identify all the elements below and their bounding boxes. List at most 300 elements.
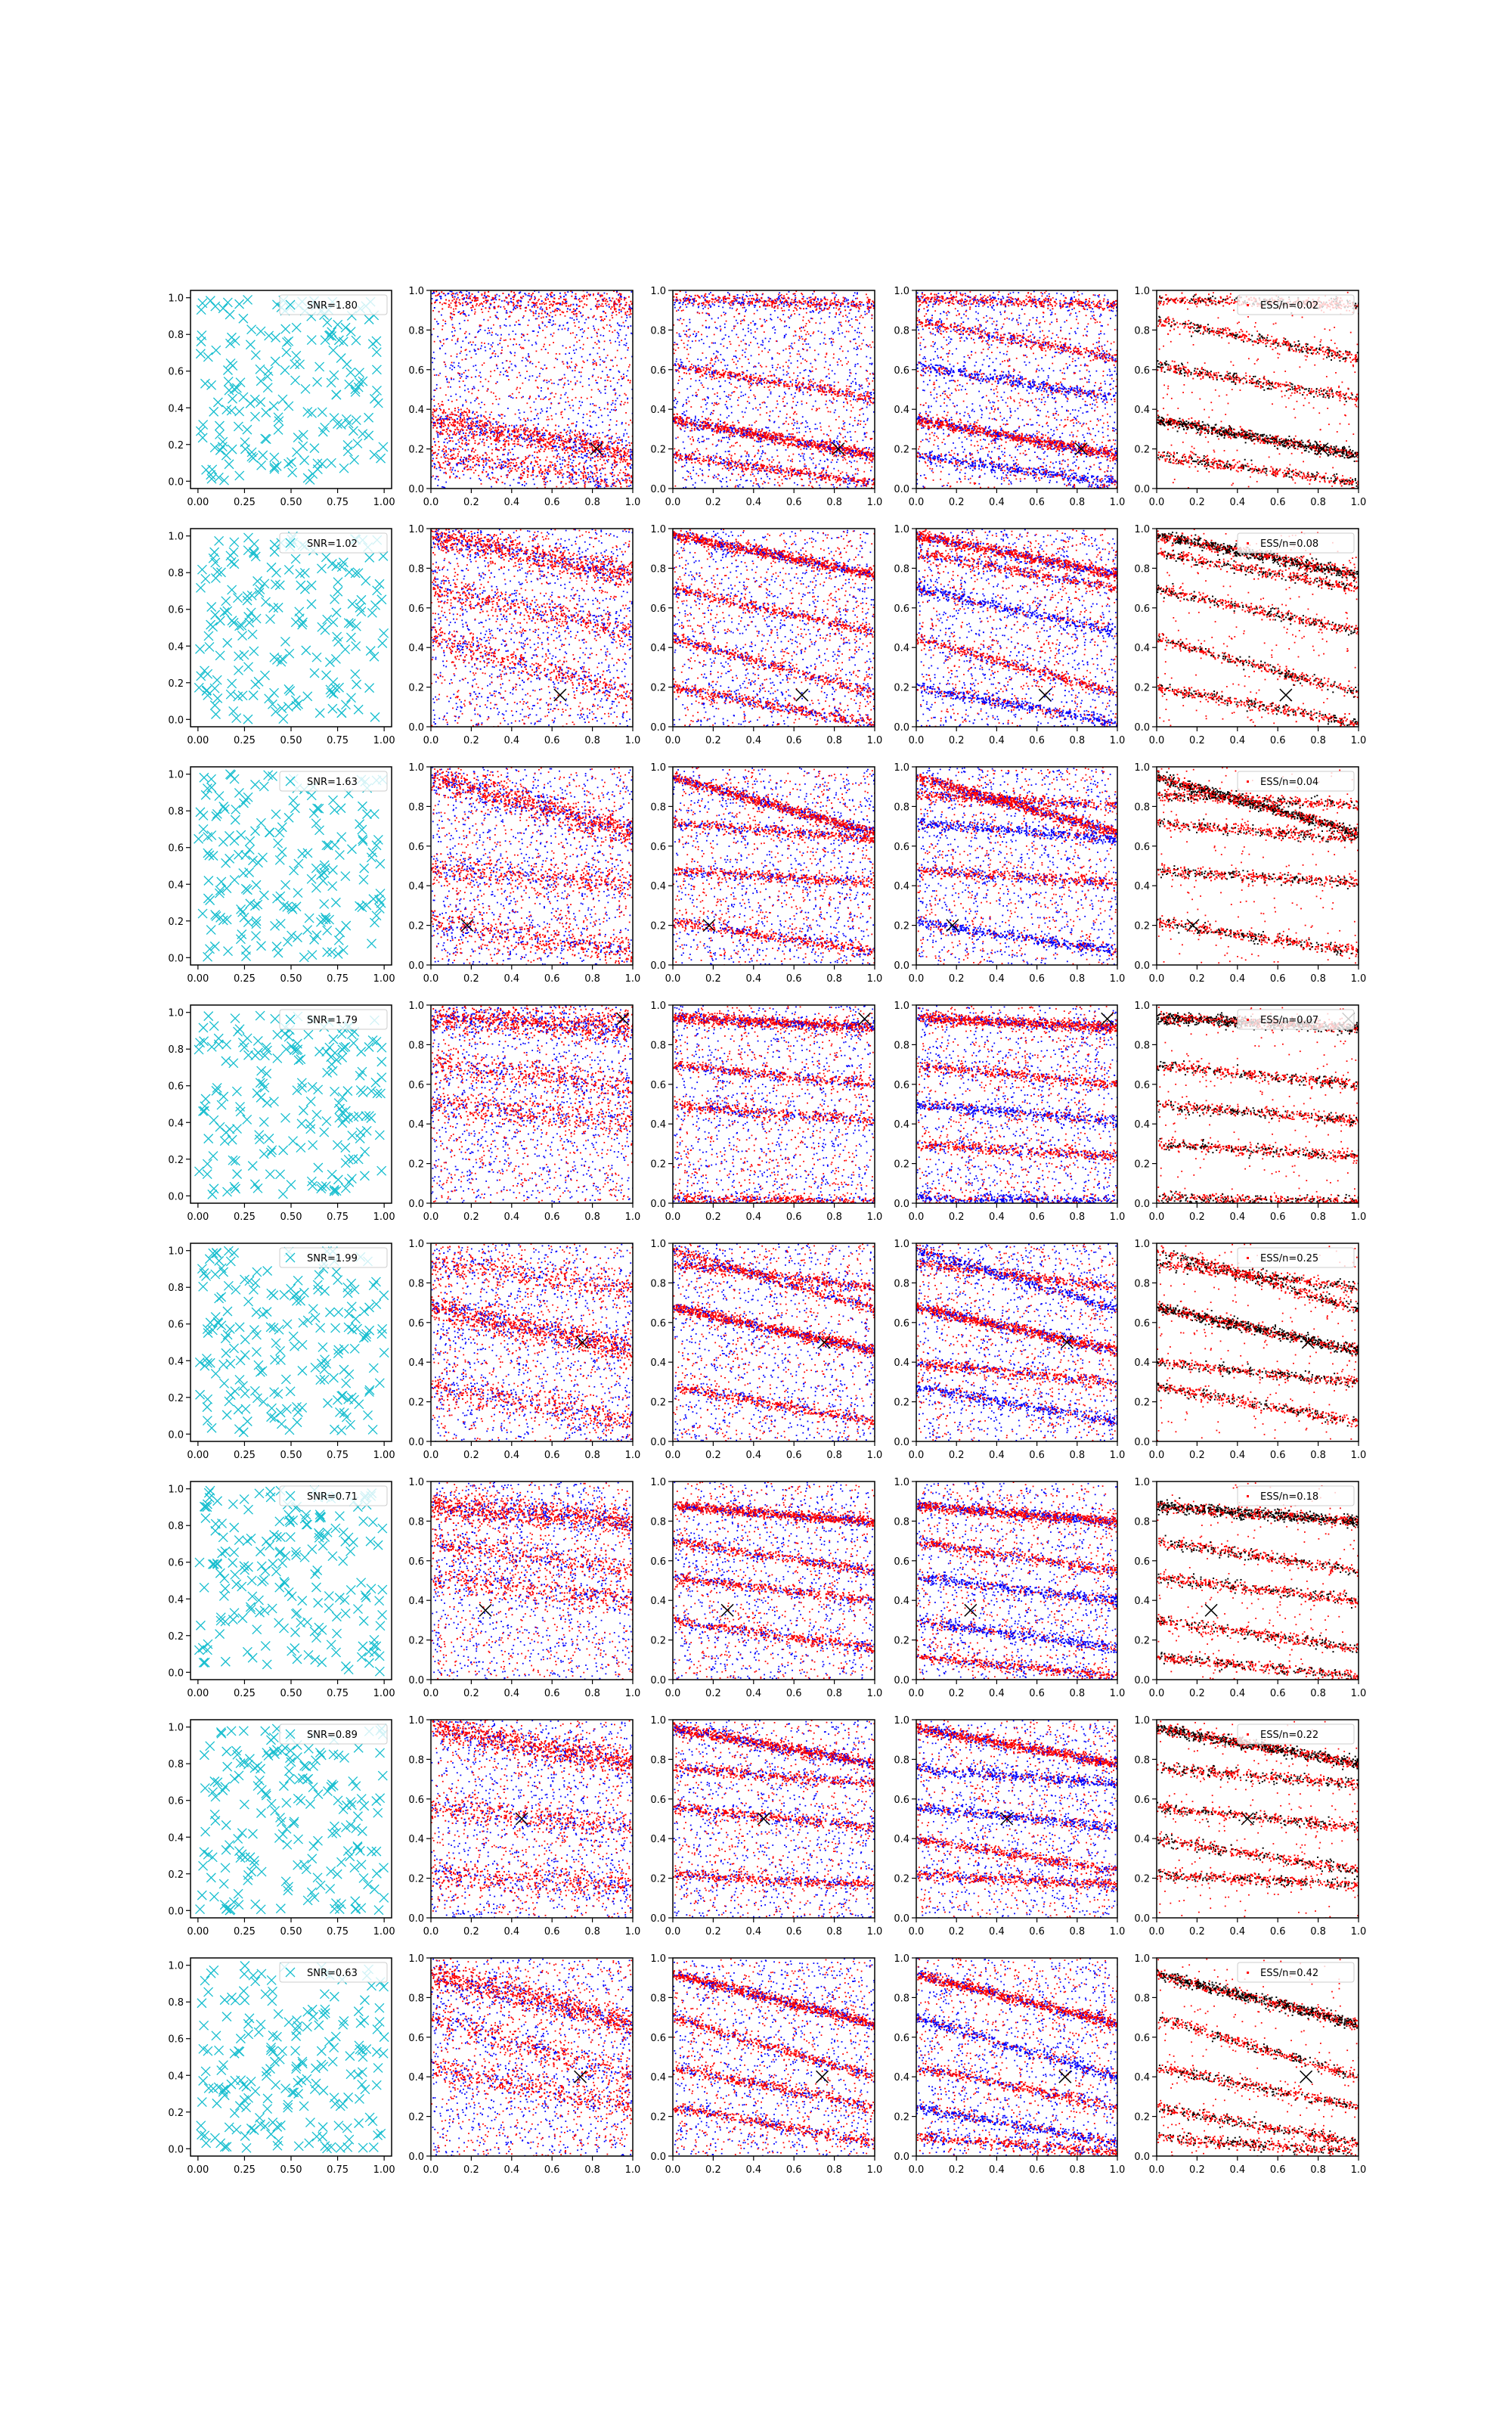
band-point bbox=[438, 432, 439, 433]
posterior-point bbox=[692, 439, 694, 440]
band-point bbox=[624, 308, 625, 309]
posterior-point bbox=[736, 485, 737, 486]
band-point bbox=[620, 454, 621, 455]
posterior-point bbox=[627, 327, 629, 329]
proposal-point bbox=[840, 324, 841, 325]
proposal-point bbox=[442, 345, 443, 346]
posterior-point bbox=[454, 477, 456, 479]
band-point bbox=[493, 306, 494, 308]
band-point bbox=[549, 470, 550, 472]
proposal-point bbox=[508, 396, 510, 397]
posterior-point bbox=[549, 344, 550, 346]
posterior-point bbox=[494, 477, 496, 479]
proposal-point bbox=[844, 297, 846, 299]
band-point bbox=[466, 439, 467, 441]
proposal-point bbox=[854, 482, 855, 484]
proposal-point bbox=[810, 335, 811, 337]
band-point bbox=[569, 455, 570, 457]
proposal-point bbox=[480, 377, 482, 378]
proposal-point bbox=[583, 422, 584, 424]
band-point bbox=[566, 449, 568, 451]
band-point bbox=[585, 444, 587, 445]
x-tick-label: 0.50 bbox=[280, 497, 302, 508]
band-point bbox=[510, 465, 511, 467]
band-point bbox=[541, 435, 543, 436]
proposal-point bbox=[630, 325, 631, 327]
observation-marker bbox=[284, 459, 293, 468]
proposal-point bbox=[702, 411, 704, 413]
band-point bbox=[573, 309, 575, 310]
proposal-point bbox=[433, 396, 435, 397]
posterior-point bbox=[625, 394, 627, 396]
posterior-point bbox=[543, 346, 544, 347]
band-point bbox=[508, 437, 510, 439]
band-point bbox=[509, 315, 510, 317]
proposal-point bbox=[717, 396, 718, 397]
band-point bbox=[475, 455, 476, 457]
posterior-point bbox=[541, 476, 542, 477]
band-point bbox=[608, 304, 609, 306]
proposal-point bbox=[479, 372, 481, 374]
band-point bbox=[437, 436, 438, 438]
band-point bbox=[508, 459, 510, 461]
posterior-point bbox=[736, 310, 737, 312]
y-tick-label: 1.0 bbox=[408, 286, 424, 297]
band-point bbox=[483, 301, 485, 302]
band-point bbox=[589, 442, 590, 444]
posterior-point bbox=[684, 479, 686, 480]
band-point bbox=[630, 311, 631, 312]
band-point bbox=[525, 434, 526, 436]
proposal-point bbox=[589, 420, 590, 421]
band-point bbox=[576, 313, 578, 315]
band-point bbox=[538, 445, 539, 447]
band-point bbox=[494, 298, 496, 299]
band-point bbox=[465, 442, 466, 443]
posterior-point bbox=[519, 392, 520, 393]
proposal-point bbox=[480, 348, 482, 349]
band-point bbox=[436, 431, 438, 433]
posterior-point bbox=[812, 487, 813, 489]
observation-marker bbox=[239, 314, 248, 323]
posterior-point bbox=[452, 440, 454, 442]
band-point bbox=[454, 431, 455, 433]
proposal-point bbox=[696, 333, 697, 334]
proposal-point bbox=[841, 332, 843, 334]
proposal-point bbox=[728, 336, 730, 337]
band-point bbox=[528, 438, 530, 439]
band-point bbox=[586, 455, 587, 457]
band-point bbox=[519, 434, 520, 436]
proposal-point bbox=[772, 327, 773, 329]
band-point bbox=[596, 470, 597, 471]
proposal-point bbox=[686, 470, 688, 472]
band-point bbox=[578, 464, 580, 465]
band-point bbox=[477, 299, 479, 301]
proposal-point bbox=[580, 329, 581, 330]
band-point bbox=[483, 460, 485, 461]
band-point bbox=[565, 294, 566, 296]
posterior-point bbox=[614, 389, 615, 391]
x-tick-label: 0.0 bbox=[423, 497, 439, 508]
proposal-point bbox=[745, 411, 746, 413]
band-point bbox=[485, 461, 487, 462]
proposal-point bbox=[576, 318, 578, 320]
proposal-point bbox=[829, 338, 830, 340]
proposal-point bbox=[541, 390, 542, 392]
proposal-point bbox=[752, 408, 754, 410]
band-point bbox=[432, 419, 434, 420]
proposal-point bbox=[451, 469, 453, 470]
posterior-point bbox=[871, 318, 872, 319]
proposal-point bbox=[696, 396, 698, 397]
band-point bbox=[489, 417, 491, 418]
band-point bbox=[596, 436, 598, 438]
posterior-point bbox=[582, 386, 584, 387]
proposal-point bbox=[808, 375, 810, 377]
proposal-point bbox=[566, 434, 568, 436]
proposal-point bbox=[445, 366, 447, 368]
band-point bbox=[557, 473, 559, 474]
posterior-point bbox=[773, 386, 775, 388]
band-point bbox=[475, 470, 476, 471]
band-point bbox=[460, 418, 461, 420]
proposal-point bbox=[846, 299, 847, 300]
proposal-point bbox=[696, 380, 697, 381]
proposal-point bbox=[714, 475, 715, 476]
proposal-point bbox=[461, 374, 463, 375]
posterior-point bbox=[593, 293, 594, 295]
band-point bbox=[464, 437, 466, 439]
proposal-point bbox=[621, 385, 622, 386]
proposal-point bbox=[625, 345, 627, 346]
posterior-point bbox=[702, 312, 703, 314]
proposal-point bbox=[568, 380, 569, 382]
band-point bbox=[592, 458, 593, 459]
proposal-point bbox=[621, 378, 623, 380]
band-point bbox=[596, 440, 597, 442]
proposal-point bbox=[676, 358, 677, 360]
proposal-point bbox=[779, 295, 781, 296]
band-point bbox=[539, 442, 541, 444]
observation-marker bbox=[333, 320, 342, 329]
band-point bbox=[574, 442, 575, 443]
band-point bbox=[484, 422, 485, 424]
proposal-point bbox=[510, 352, 511, 353]
posterior-point bbox=[542, 321, 544, 323]
proposal-point bbox=[495, 299, 497, 300]
observation-marker bbox=[256, 377, 265, 386]
posterior-point bbox=[551, 415, 553, 417]
proposal-point bbox=[539, 433, 541, 434]
proposal-point bbox=[759, 486, 761, 488]
axes-frame bbox=[191, 290, 392, 489]
band-point bbox=[600, 296, 601, 297]
proposal-point bbox=[790, 460, 792, 461]
posterior-point bbox=[685, 427, 686, 429]
observation-marker bbox=[197, 306, 206, 315]
posterior-point bbox=[510, 395, 511, 396]
band-point bbox=[605, 300, 606, 302]
band-point bbox=[526, 430, 528, 431]
band-point bbox=[469, 467, 471, 468]
band-point bbox=[513, 429, 515, 430]
band-point bbox=[494, 295, 496, 296]
band-point bbox=[572, 469, 573, 470]
band-point bbox=[485, 452, 487, 454]
band-point bbox=[626, 486, 627, 487]
proposal-point bbox=[464, 320, 466, 321]
band-point bbox=[621, 299, 622, 300]
band-point bbox=[482, 455, 484, 456]
proposal-point bbox=[514, 445, 516, 447]
proposal-point bbox=[522, 396, 524, 398]
observation-marker bbox=[218, 437, 228, 446]
posterior-point bbox=[788, 388, 789, 389]
band-point bbox=[484, 442, 485, 444]
band-point bbox=[479, 457, 481, 458]
band-point bbox=[561, 440, 562, 442]
band-point bbox=[587, 472, 589, 473]
y-tick-label: 0.8 bbox=[168, 330, 184, 341]
posterior-point bbox=[491, 411, 492, 413]
posterior-point bbox=[615, 410, 616, 411]
proposal-point bbox=[810, 296, 812, 298]
band-point bbox=[457, 429, 459, 430]
proposal-point bbox=[519, 412, 521, 414]
posterior-point bbox=[612, 400, 614, 402]
proposal-point bbox=[610, 441, 612, 442]
band-point bbox=[520, 473, 522, 475]
band-point bbox=[544, 481, 545, 482]
posterior-point bbox=[548, 419, 550, 420]
posterior-point bbox=[711, 343, 713, 344]
proposal-point bbox=[857, 332, 858, 334]
proposal-point bbox=[468, 343, 469, 344]
proposal-point bbox=[483, 470, 485, 471]
observation-marker bbox=[318, 459, 327, 468]
band-point bbox=[628, 304, 630, 306]
proposal-point bbox=[845, 357, 847, 358]
posterior-point bbox=[827, 466, 829, 467]
band-point bbox=[432, 288, 433, 290]
proposal-point bbox=[682, 304, 683, 306]
proposal-point bbox=[446, 379, 448, 380]
proposal-point bbox=[804, 453, 805, 455]
band-point bbox=[610, 284, 612, 286]
band-point bbox=[575, 439, 576, 441]
band-point bbox=[448, 462, 450, 464]
band-point bbox=[608, 459, 609, 461]
band-point bbox=[624, 297, 625, 299]
band-point bbox=[474, 464, 476, 466]
band-point bbox=[524, 462, 525, 464]
posterior-point bbox=[575, 325, 576, 327]
posterior-point bbox=[521, 348, 522, 349]
band-point bbox=[510, 468, 511, 470]
proposal-point bbox=[801, 327, 802, 328]
band-point bbox=[597, 485, 599, 486]
band-point bbox=[512, 448, 513, 450]
proposal-point bbox=[455, 343, 457, 345]
proposal-point bbox=[767, 476, 768, 477]
band-point bbox=[554, 309, 556, 311]
band-point bbox=[565, 439, 566, 440]
proposal-point bbox=[443, 472, 445, 473]
proposal-point bbox=[815, 401, 816, 402]
proposal-point bbox=[702, 441, 703, 442]
posterior-point bbox=[811, 408, 813, 410]
posterior-point bbox=[514, 355, 516, 356]
band-point bbox=[481, 309, 482, 310]
proposal-point bbox=[800, 356, 801, 358]
proposal-point bbox=[807, 422, 808, 424]
proposal-point bbox=[590, 440, 591, 442]
proposal-point bbox=[619, 395, 621, 396]
posterior-point bbox=[553, 367, 555, 368]
posterior-point bbox=[790, 355, 792, 357]
proposal-point bbox=[610, 369, 612, 371]
proposal-point bbox=[548, 381, 550, 383]
band-point bbox=[485, 299, 486, 301]
band-point bbox=[578, 475, 580, 476]
posterior-point bbox=[754, 313, 755, 315]
posterior-point bbox=[860, 385, 862, 386]
band-point bbox=[522, 461, 523, 462]
proposal-point bbox=[776, 449, 778, 451]
band-point bbox=[534, 429, 536, 430]
posterior-point bbox=[456, 433, 457, 434]
posterior-point bbox=[689, 361, 690, 362]
posterior-point bbox=[842, 315, 844, 317]
band-point bbox=[540, 465, 541, 467]
proposal-point bbox=[487, 424, 488, 426]
proposal-point bbox=[779, 396, 780, 397]
proposal-point bbox=[510, 325, 511, 327]
proposal-point bbox=[562, 457, 564, 458]
posterior-point bbox=[466, 331, 467, 333]
proposal-point bbox=[761, 456, 762, 458]
posterior-point bbox=[705, 448, 707, 449]
proposal-point bbox=[831, 402, 832, 403]
band-point bbox=[555, 430, 556, 431]
proposal-point bbox=[553, 383, 555, 384]
proposal-point bbox=[624, 338, 626, 340]
posterior-point bbox=[468, 370, 469, 371]
proposal-point bbox=[783, 383, 785, 384]
band-point bbox=[477, 297, 479, 299]
band-point bbox=[451, 295, 453, 296]
posterior-point bbox=[761, 366, 763, 368]
proposal-point bbox=[568, 418, 569, 420]
proposal-point bbox=[742, 471, 743, 473]
band-point bbox=[513, 292, 515, 293]
band-point bbox=[625, 475, 627, 476]
band-point bbox=[565, 299, 566, 301]
posterior-point bbox=[846, 388, 847, 389]
band-point bbox=[615, 454, 616, 455]
band-point bbox=[572, 304, 574, 306]
proposal-point bbox=[500, 334, 502, 336]
proposal-point bbox=[717, 445, 718, 446]
proposal-point bbox=[488, 327, 489, 329]
posterior-point bbox=[433, 328, 435, 330]
posterior-point bbox=[474, 309, 476, 310]
proposal-point bbox=[731, 330, 733, 331]
band-point bbox=[556, 448, 557, 450]
posterior-point bbox=[449, 437, 451, 439]
proposal-point bbox=[689, 321, 691, 323]
proposal-point bbox=[852, 475, 854, 476]
proposal-point bbox=[765, 427, 767, 428]
band-point bbox=[518, 299, 519, 301]
proposal-point bbox=[552, 296, 553, 297]
posterior-point bbox=[747, 401, 748, 402]
band-point bbox=[616, 461, 618, 463]
proposal-point bbox=[855, 383, 857, 385]
posterior-point bbox=[537, 335, 538, 337]
band-point bbox=[613, 304, 615, 306]
band-point bbox=[458, 423, 460, 424]
posterior-point bbox=[482, 424, 483, 425]
band-point bbox=[529, 309, 531, 311]
posterior-point bbox=[604, 467, 606, 469]
band-point bbox=[450, 440, 451, 442]
proposal-point bbox=[720, 480, 721, 482]
posterior-point bbox=[781, 473, 782, 475]
proposal-point bbox=[513, 397, 514, 399]
proposal-point bbox=[795, 392, 796, 394]
observation-marker bbox=[270, 464, 279, 473]
proposal-point bbox=[724, 324, 726, 325]
proposal-point bbox=[764, 319, 765, 321]
band-point bbox=[460, 459, 461, 461]
proposal-point bbox=[796, 427, 798, 429]
proposal-point bbox=[850, 436, 851, 438]
observation-marker bbox=[329, 346, 338, 355]
posterior-point bbox=[593, 405, 595, 406]
proposal-point bbox=[590, 309, 592, 310]
proposal-point bbox=[562, 460, 563, 461]
proposal-point bbox=[438, 453, 439, 455]
proposal-point bbox=[491, 299, 492, 301]
band-point bbox=[579, 433, 581, 434]
proposal-point bbox=[854, 292, 856, 293]
band-point bbox=[581, 446, 583, 448]
proposal-point bbox=[536, 414, 538, 416]
proposal-point bbox=[754, 398, 756, 399]
band-point bbox=[491, 467, 493, 468]
band-point bbox=[624, 467, 626, 468]
proposal-point bbox=[833, 468, 835, 470]
band-point bbox=[445, 294, 446, 296]
posterior-point bbox=[530, 407, 531, 408]
proposal-point bbox=[575, 424, 577, 426]
proposal-point bbox=[612, 436, 613, 437]
observation-marker bbox=[346, 368, 355, 377]
proposal-point bbox=[748, 402, 750, 404]
proposal-point bbox=[871, 364, 872, 365]
band-point bbox=[627, 444, 628, 445]
proposal-point bbox=[596, 382, 597, 383]
band-point bbox=[606, 301, 608, 302]
proposal-point bbox=[621, 311, 622, 312]
proposal-point bbox=[835, 409, 836, 411]
proposal-point bbox=[436, 384, 438, 386]
proposal-point bbox=[797, 375, 798, 377]
observation-marker bbox=[271, 333, 280, 342]
band-point bbox=[562, 476, 564, 478]
